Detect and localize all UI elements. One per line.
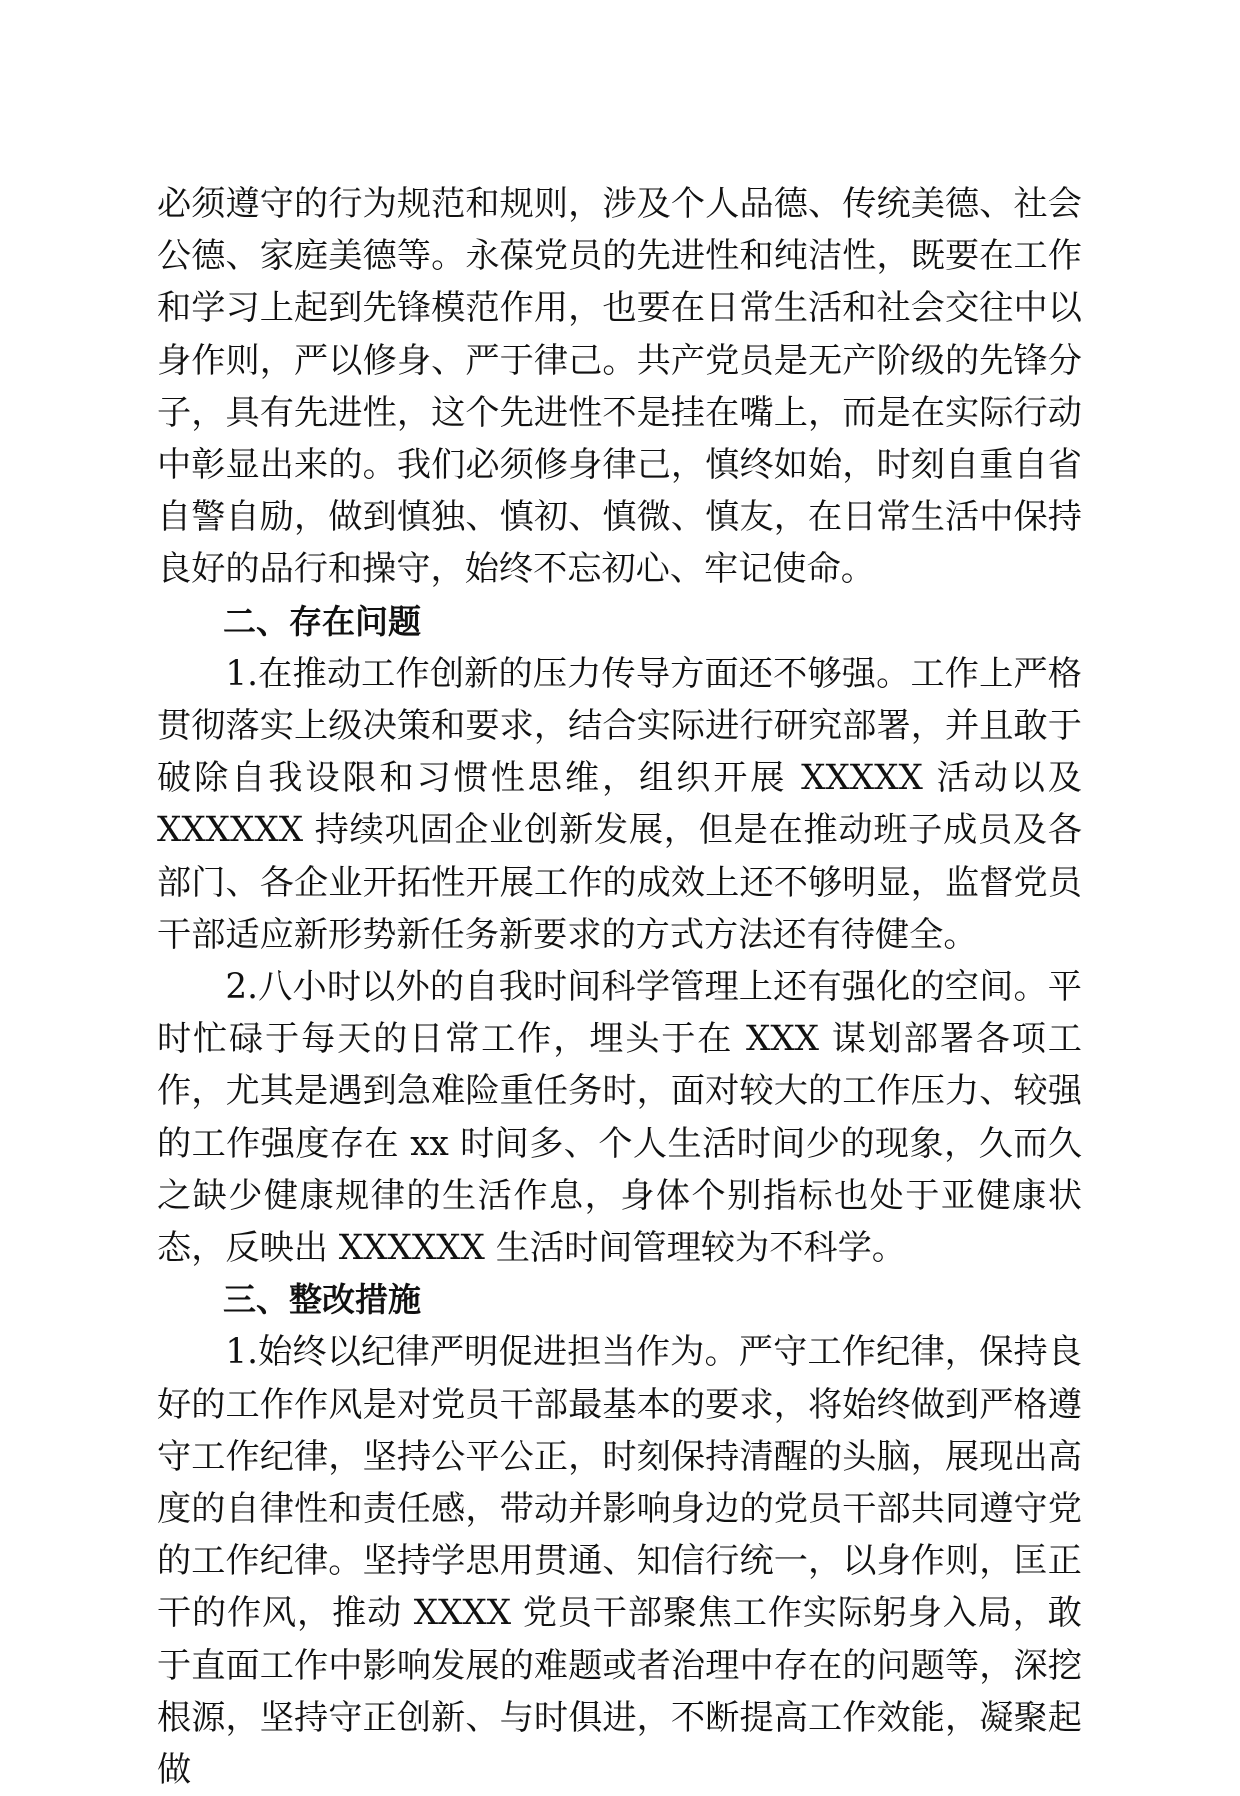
- measure-paragraph-1: 1.始终以纪律严明促进担当作为。严守工作纪律，保持良好的工作作风是对党员干部最基本的要求，将始终做到严格遵守工作纪律，坚持公平公正，时刻保持清醒的头脑，展现出高度的自律性和责任感，带动并影响身边的党员干部共同遵守党的工作纪律。坚持学思用贯通、知信行统一，以身作则，匡正干的作风，推动 XXXX 党员干部聚焦工作实际躬身入局，敢于直面工作中影响发展的难题或者治理中存在的问题等，深挖根源，坚持守正创新、与时俱进，不断提高工作效能，凝聚起做: [157, 1332, 1082, 1791]
- problem-paragraph-1: 1.在推动工作创新的压力传导方面还不够强。工作上严格贯彻落实上级决策和要求，结合实际进行研究部署，并且敢于破除自我设限和习惯性思维，组织开展 XXXXX 活动以及 XXXXXX 持续巩固企业创新发展，但是在推动班子成员及各部门、各企业开拓性开展工作的成效上还不够明显，监督党员干部适应新形势新任务新要求的方式方法还有待健全。: [157, 653, 1082, 955]
- section-heading-measures: 三、整改措施: [223, 1280, 421, 1320]
- problem-paragraph-2: 2.八小时以外的自我时间科学管理上还有强化的空间。平时忙碌于每天的日常工作，埋头于在 XXX 谋划部署各项工作，尤其是遇到急难险重任务时，面对较大的工作压力、较强的工作强度存在 xx 时间多、个人生活时间少的现象，久而久之缺少健康规律的生活作息，身体个别指标也处于亚健康状态，反映出 XXXXXX 生活时间管理较为不科学。: [157, 967, 1082, 1269]
- paragraph-continuation: 必须遵守的行为规范和规则，涉及个人品德、传统美德、社会公德、家庭美德等。永葆党员的先进性和纯洁性，既要在工作和学习上起到先锋模范作用，也要在日常生活和社会交往中以身作则，严以修身、严于律己。共产党员是无产阶级的先锋分子，具有先进性，这个先进性不是挂在嘴上，而是在实际行动中彰显出来的。我们必须修身律己，慎终如始，时刻自重自省自警自励，做到慎独、慎初、慎微、慎友，在日常生活中保持良好的品行和操守，始终不忘初心、牢记使命。: [157, 184, 1082, 590]
- document-body: [157, 178, 1082, 1796]
- section-heading-problems: 二、存在问题: [223, 601, 421, 641]
